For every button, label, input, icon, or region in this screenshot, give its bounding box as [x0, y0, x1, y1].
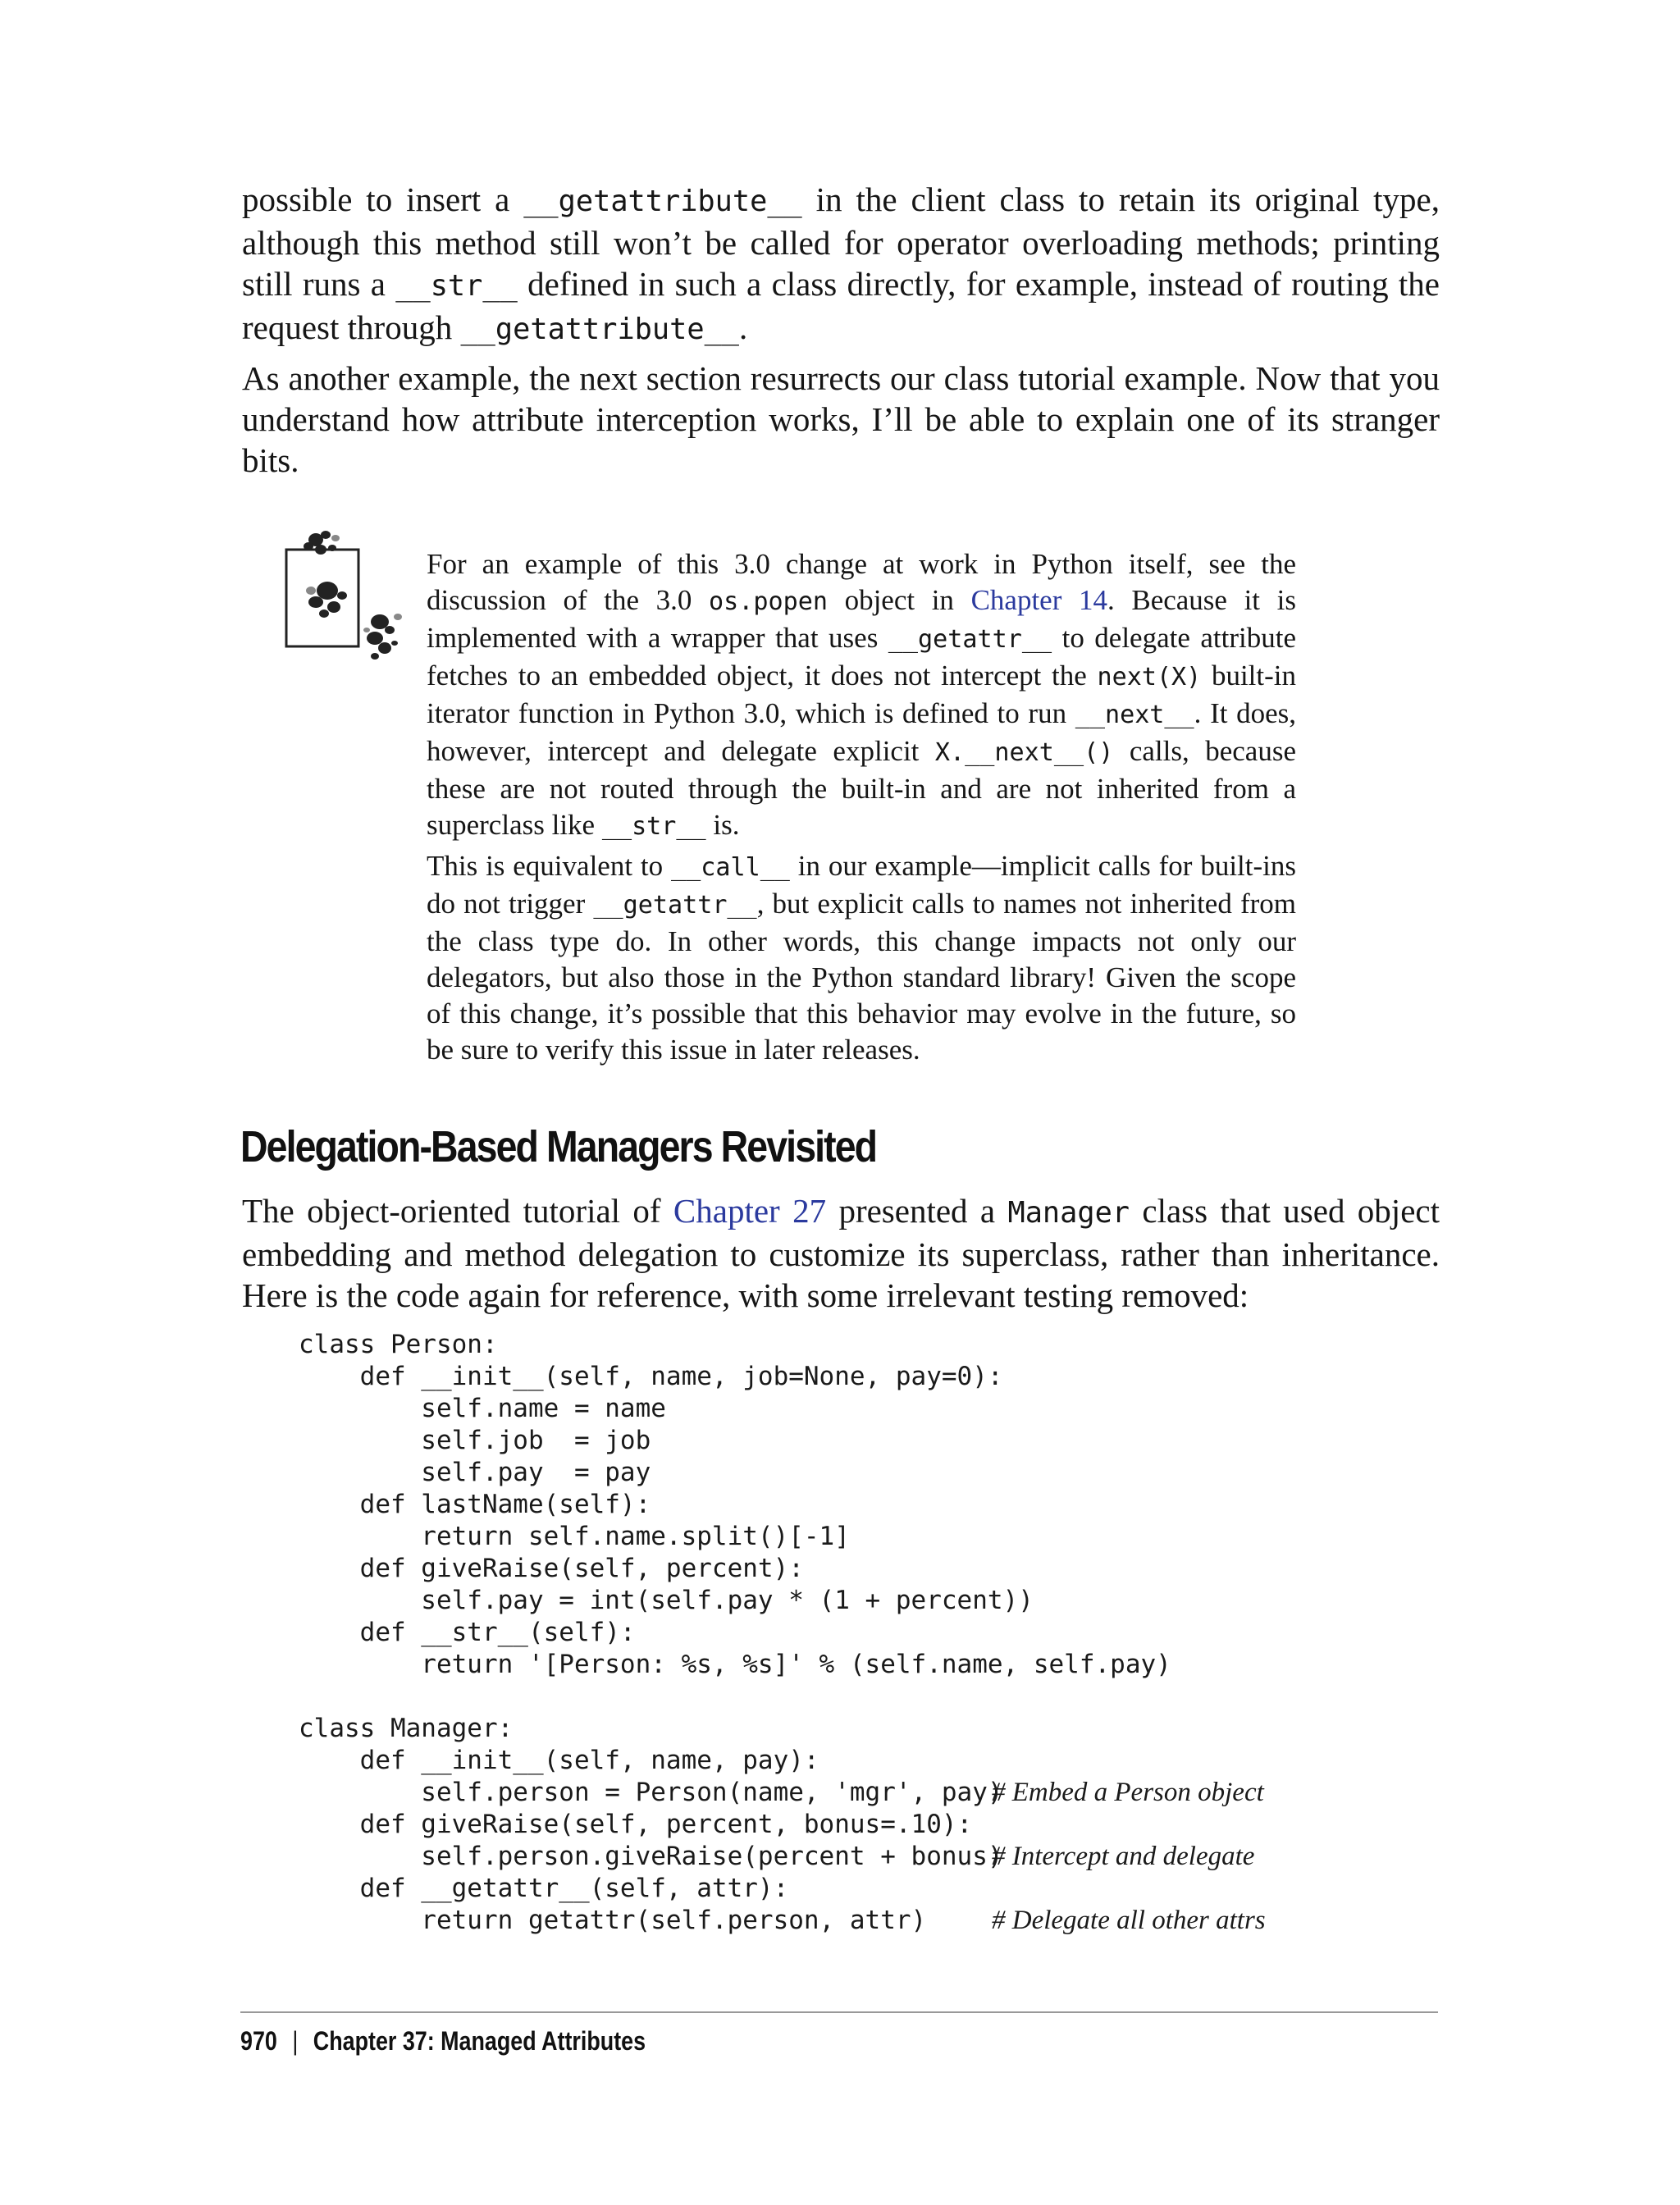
inline-code: __str__ — [601, 812, 706, 841]
inline-code: __getattr__ — [888, 625, 1052, 654]
code-line: def __init__(self, name, job=None, pay=0): — [299, 1362, 1003, 1391]
code-line: def giveRaise(self, percent, bonus=.10): — [299, 1810, 973, 1839]
inline-code: __getattribute__ — [523, 185, 802, 218]
text-run: This is equivalent to — [427, 850, 671, 882]
code-line — [299, 1681, 1171, 1713]
text-run: , but explicit calls to names not inherited from the class type do. In other words, this change impacts not only our delegators, but also those in the Python standard library! Given the scope of this change, it’s possible that this behavior may evolve in the future, so be sure to verify this issue in later releases. — [427, 888, 1296, 1066]
text-run: is. — [705, 809, 740, 841]
text-run: object in — [827, 584, 971, 616]
text-run: defined in such a class directly, for example, instead of routing the request through — [242, 265, 1440, 346]
code-line: self.person.giveRaise(percent + bonus) # Intercept and delegate — [299, 1842, 1255, 1871]
code-line: class Person: — [299, 1330, 498, 1359]
text-run: to delegate attribute fetches to an embedded object, it does not intercept the — [427, 622, 1296, 692]
text-run: possible to insert a — [242, 180, 524, 218]
text-run: in our example—implicit calls for built-ins do not trigger — [427, 850, 1296, 920]
text-run: For an example of this 3.0 change at work in Python itself, see the discussion of the 3.0 — [427, 548, 1296, 616]
inline-code: Manager — [1007, 1196, 1130, 1230]
chapter-title: Chapter 37: Managed Attributes — [313, 2026, 646, 2056]
code-line: return '[Person: %s, %s]' % (self.name, self.pay) — [299, 1650, 1171, 1679]
code-line: self.name = name — [299, 1394, 666, 1423]
inline-code: __getattr__ — [593, 891, 757, 920]
note-paragraph-1 — [427, 546, 1296, 845]
tip-icon — [283, 525, 427, 673]
code-comment: # Embed a Person object — [992, 1778, 1264, 1807]
code-listing — [299, 1329, 1266, 1937]
code-line: return self.name.split()[-1] — [299, 1522, 850, 1551]
chapter-27-link[interactable]: Chapter 27 — [673, 1192, 827, 1230]
code-line: class Manager: — [299, 1714, 514, 1743]
text-run: built-in iterator function in Python 3.0, which is defined to run — [427, 660, 1296, 729]
section-paragraph — [242, 1190, 1440, 1316]
code-line: self.pay = int(self.pay * (1 + percent)) — [299, 1586, 1034, 1615]
code-line: def giveRaise(self, percent): — [299, 1554, 804, 1583]
section-heading: Delegation-Based Managers Revisited — [240, 1122, 877, 1171]
code-line: def __str__(self): — [299, 1618, 636, 1647]
code-line: def lastName(self): — [299, 1490, 651, 1519]
code-line: self.person = Person(name, 'mgr', pay) # Embed a Person object — [299, 1778, 1264, 1807]
inline-code: __getattribute__ — [460, 313, 740, 346]
transition-paragraph: As another example, the next section resurrects our class tutorial example. Now that you understand how attribute interception works, I’ll be able to explain one of its stranger bits. — [242, 359, 1440, 479]
inline-code: X.__next__() — [934, 738, 1114, 767]
text-run: calls, because these are not routed through the built-in and are not inherited from a superclass like — [427, 735, 1296, 841]
inline-code: __str__ — [395, 269, 518, 303]
text-run: class that used object embedding and method delegation to customize its superclass, rather than inheritance. Here is the code again for reference, with some irrelevant testing removed: — [242, 1192, 1440, 1314]
code-line: return getattr(self.person, attr) # Delegate all other attrs — [299, 1906, 1266, 1935]
code-line: def __init__(self, name, pay): — [299, 1746, 819, 1775]
inline-code: os.popen — [709, 587, 828, 616]
code-comment: # Delegate all other attrs — [992, 1906, 1266, 1935]
chapter-14-link[interactable]: Chapter 14 — [970, 584, 1107, 616]
inline-code: __call__ — [670, 853, 790, 882]
page-footer — [240, 2023, 646, 2059]
text-run: presented a — [826, 1192, 1008, 1230]
footer-divider — [240, 2011, 1438, 2013]
code-line: self.job = job — [299, 1426, 651, 1455]
text-run: . Because it is implemented with a wrapper that uses — [427, 584, 1296, 654]
intro-paragraph — [242, 179, 1440, 350]
page-number: 970 — [240, 2026, 277, 2056]
text-run: . — [739, 308, 748, 346]
footer-separator: | — [292, 2026, 299, 2056]
code-line: self.pay = pay — [299, 1458, 651, 1487]
text-run: in the client class to retain its original type, although this method still won’t be called for operator overloading methods; printing still runs a — [242, 180, 1440, 303]
text-run: The object-oriented tutorial of — [242, 1192, 673, 1230]
text-run: . It does, however, intercept and delegate explicit — [427, 697, 1296, 767]
inline-code: __next__ — [1075, 701, 1194, 729]
code-line: def __getattr__(self, attr): — [299, 1874, 789, 1903]
note-paragraph-2 — [427, 848, 1296, 1068]
code-comment: # Intercept and delegate — [992, 1842, 1255, 1871]
inline-code: next(X) — [1097, 663, 1202, 692]
